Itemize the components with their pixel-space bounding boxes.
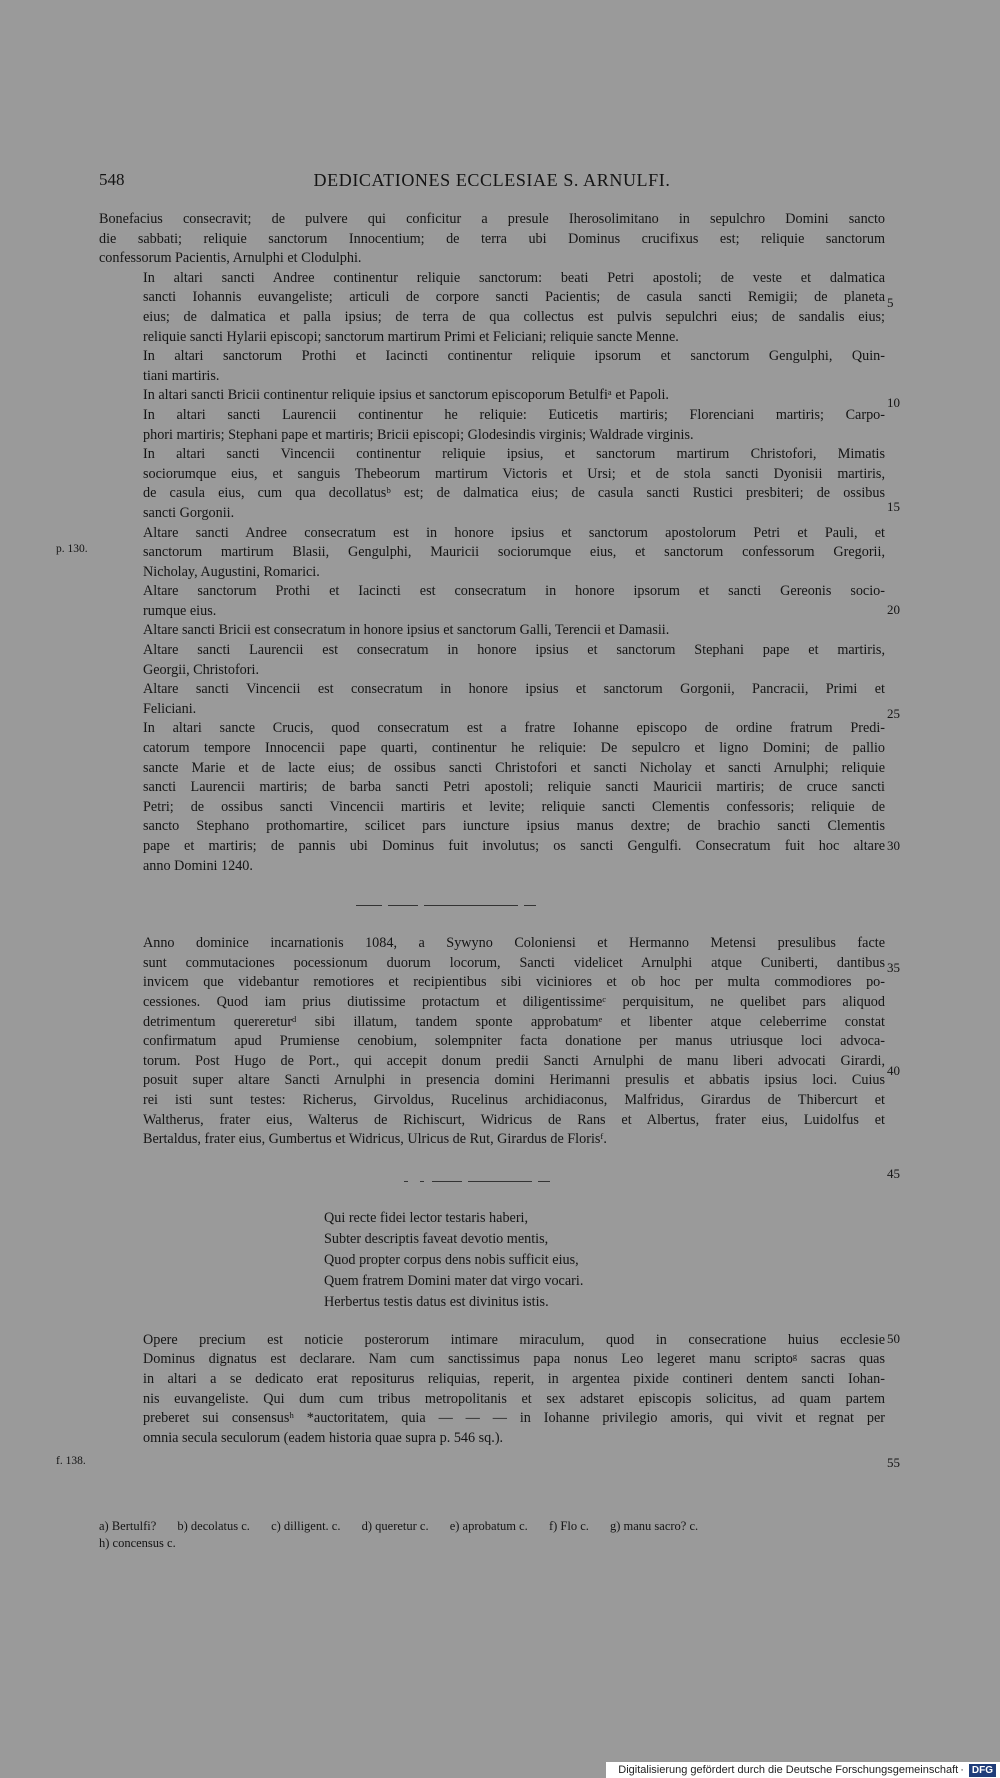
margin-note-folio: f. 138. (56, 1455, 86, 1467)
text-line: In altari sancte Crucis, quod consecratum est a fratre Iohanne episcopo de ordine fratrum Predi- (143, 720, 885, 737)
paragraph (99, 641, 885, 680)
section-dedications (99, 210, 885, 876)
line-number: 35 (887, 960, 900, 975)
text-line: Feliciani. (143, 700, 197, 717)
line-number: 25 (887, 706, 900, 721)
line-number: 10 (887, 395, 900, 410)
text-line: pape et martiris; de pannis ubi Dominus fuit involutus; os sancti Gengulfi. Consecratum fuit hoc altare (143, 838, 885, 854)
text-line: in altari a se dedicato erat repositurus reliquias, reperit, in argentea pixide contineri dentem sancti Iohan- (143, 1370, 885, 1387)
paragraph (99, 621, 885, 641)
dfg-logo: DFG (969, 1764, 996, 1777)
line-number: 15 (887, 499, 900, 514)
text-line: Altare sancti Andree consecratum est in honore ipsius et sanctorum apostolorum Petri et Pauli, et (143, 524, 885, 541)
line-number: 45 (887, 1166, 900, 1181)
footnote: f) Flo c. (548, 1519, 589, 1533)
paragraph (99, 386, 885, 406)
paragraph (99, 680, 885, 719)
text-line: Anno dominice incarnationis 1084, a Sywyno Coloniensi et Hermanno Metensi presulibus facte (143, 935, 885, 952)
footnotes (99, 1518, 885, 1552)
footnote: b) decolatus c. (177, 1519, 250, 1533)
footnote: h) concensus c. (99, 1536, 176, 1550)
line-number: 5 (887, 295, 894, 310)
text-line: de casula eius, cum qua decollatusᵇ est; de dalmatica eius; de casula sancti Rustici presbiteri; de ossibus (143, 485, 885, 502)
text-line: Opere precium est noticie posterorum intimare miraculum, quod in consecratione huius ecclesie (143, 1331, 885, 1348)
paragraph (99, 406, 885, 445)
line-number: 40 (887, 1063, 900, 1078)
text-line: Bertaldus, frater eius, Gumbertus et Widricus, Ulricus de Rut, Girardus de Florisᶠ. (143, 1131, 607, 1148)
footnote: g) manu sacro? c. (610, 1519, 699, 1533)
text-line: rei isti sunt testes: Richerus, Girvoldus, Rucelinus archidiaconus, Malfridus, Girardus de Thibercurt et (143, 1091, 885, 1108)
footer-credit: Digitalisierung gefördert durch die Deutsche Forschungsgemeinschaft (618, 1764, 959, 1776)
poem-verse: Herbertus testis datus est divinitus istis. (324, 1293, 549, 1310)
footnote: e) aprobatum c. (449, 1519, 528, 1533)
page-number: 548 (99, 170, 125, 189)
text-line: preberet sui consensusʰ *auctoritatem, quia — — — in Iohanne privilegio amoris, qui vivit et regnat per (143, 1410, 885, 1427)
text-line: torum. Post Hugo de Port., qui accepit donum predii Sancti Arnulphi de manu liberi advocati Girardi, (143, 1052, 885, 1069)
section-separator (99, 876, 885, 934)
line-number: 50 (887, 1331, 900, 1346)
text-line: Altare sancti Laurencii est consecratum in honore ipsius et sanctorum Stephani pape et martiris, (143, 642, 885, 659)
text-line: invicem que videbantur remotiores et recipientibus sibi viciniores et ob hoc per multa commodiores po- (143, 974, 885, 991)
text-line: anno Domini 1240. (143, 857, 253, 874)
text-line: nis euvangeliste. Qui dum cum tribus metropolitanis et sex adstaret episcopis solicitus, ad quam partem (143, 1390, 885, 1407)
section-charter (99, 934, 885, 1150)
poem (324, 1208, 885, 1313)
text-line: confessorum Pacientis, Arnulphi et Clodulphi. (99, 250, 362, 267)
paragraph (99, 1331, 885, 1449)
paragraph (99, 934, 885, 1150)
paragraph (99, 582, 885, 621)
section-miracle (99, 1331, 885, 1449)
text-line: cessiones. Quod iam prius diutissime protactum et diligentissimeᶜ perquisitum, ne quelibet pars aliquod (143, 993, 885, 1010)
text-line: In altari sancti Laurencii continentur he reliquie: Euticetis martiris; Florenciani martiris; Carpo- (143, 406, 885, 423)
poem-verse: Quem fratrem Domini mater dat virgo vocari. (324, 1272, 584, 1289)
paragraph (99, 719, 885, 876)
text-line: catorum tempore Innocencii pape quarti, continentur he reliquie: De sepulcro et ligno Domini; de pallio (143, 740, 885, 757)
text-line: sancti Iohannis euvangeliste; articuli de corpore sancti Pacientis; de casula sancti Remigii; de planeta (143, 289, 885, 306)
page-header (99, 170, 885, 194)
text-line: eius; de dalmatica et palla ipsius; de terra de qua collectus est pulvis sepulchri eius; de sandalis eius; (143, 308, 885, 325)
line-number: 30 (887, 838, 900, 853)
text-line: confirmatum apud Prumiense cenobium, solempniter facta donatione per manus utriusque loci advoca- (143, 1033, 885, 1050)
text-line: phori martiris; Stephani pape et martiris; Bricii episcopi; Glodesindis virginis; Waldrade virginis. (143, 426, 694, 443)
text-line: sancte Marie et de lacte eius; de ossibus sancti Christofori et sancti Nicholay et sancti Arnulphi; reliquie (143, 759, 885, 776)
poem-verse: Quod propter corpus dens nobis sufficit eius, (324, 1251, 579, 1268)
section-separator (99, 1150, 885, 1208)
footnote: a) Bertulfi? (99, 1519, 157, 1533)
text-line: detrimentum querereturᵈ sibi illatum, tandem sponte approbatumᵉ et libenter atque celeberrime constat (143, 1013, 885, 1030)
text-line: rumque eius. (143, 602, 217, 619)
footnote: d) queretur c. (361, 1519, 429, 1533)
paragraph (99, 524, 885, 583)
text-line: omnia secula seculorum (eadem historia quae supra p. 546 sq.). (143, 1429, 504, 1446)
text-line: die sabbati; reliquie sanctorum Innocentium; de terra ubi Dominus crucifixus est; reliquie sanctorum (99, 230, 885, 247)
margin-note-page: p. 130. (56, 543, 88, 555)
poem-verse: Qui recte fidei lector testaris haberi, (324, 1209, 529, 1226)
digitization-footer: Digitalisierung gefördert durch die Deutsche Forschungsgemeinschaft · DFG (606, 1762, 1000, 1778)
paragraph (99, 210, 885, 269)
text-line: Petri; de ossibus sancti Vincencii martiris et levite; reliquie sancti Clementis confessoris; reliquie de (143, 798, 885, 815)
text-line: sancti Gorgonii. (143, 504, 235, 521)
text-line: Bonefacius consecravit; de pulvere qui conficitur a presule Iherosolimitano in sepulchro Domini sancto (99, 211, 885, 227)
text-line: sunt commutaciones pocessionum duorum locorum, Sancti videlicet Arnulphi atque Cuniberti, dantibus (143, 954, 885, 971)
text-line: In altari sancti Bricii continentur reliquie ipsius et sanctorum episcoporum Betulfiᵃ et Papoli. (143, 387, 669, 404)
text-line: tiani martiris. (143, 367, 220, 384)
text-line: Nicholay, Augustini, Romarici. (143, 563, 320, 580)
text-line: Altare sancti Vincencii est consecratum in honore ipsius et sanctorum Gorgonii, Pancracii, Primi et (143, 681, 885, 698)
text-line: Waltherus, frater eius, Walterus de Richiscurt, Widricus de Rans et Albertus, frater eius, Luidolfus et (143, 1111, 885, 1128)
text-line: posuit super altare Sancti Arnulphi in presencia domini Herimanni presulis et abbatis ipsius loci. Cuius (143, 1072, 885, 1089)
poem-verse: Subter descriptis faveat devotio mentis, (324, 1230, 549, 1247)
text-line: In altari sancti Andree continentur reliquie sanctorum: beati Petri apostoli; de veste et dalmatica (143, 269, 885, 286)
text-line: In altari sanctorum Prothi et Iacincti continentur reliquie ipsorum et sanctorum Gengulphi, Quin- (143, 348, 885, 365)
text-line: Georgii, Christofori. (143, 661, 259, 678)
paragraph (99, 269, 885, 347)
text-line: In altari sancti Vincencii continentur reliquie ipsius, et sanctorum martirum Christofori, Mimatis (143, 446, 885, 463)
text-line: sancti Laurencii martiris; de barba sancti Petri apostoli; reliquie sancti Mauricii martiris; de cruce sancti (143, 779, 885, 796)
text-line: Altare sanctorum Prothi et Iacincti est consecratum in honore ipsorum et sancti Gereonis socio- (143, 583, 885, 600)
main-text (99, 210, 885, 1448)
text-line: Dominus dignatus est declarare. Nam cum sanctissimus papa nonus Leo legeret manu scriptoᵍ sacras quas (143, 1351, 885, 1368)
line-number: 55 (887, 1455, 900, 1470)
text-line: sociorumque eius, et sanguis Thebeorum martirum Victoris et Ursi; et de stola sancti Dyonisii martiris, (143, 465, 885, 482)
paragraph (99, 445, 885, 523)
running-title: DEDICATIONES ECCLESIAE S. ARNULFI. (313, 170, 671, 190)
text-line: sancto Stephano prothomartire, scilicet pars iuncture ipsius manus dextre; de brachio sancti Clementis (143, 818, 885, 835)
line-number: 20 (887, 602, 900, 617)
footnote: c) dilligent. c. (271, 1519, 341, 1533)
text-line: sanctorum martirum Blasii, Gengulphi, Mauricii sociorumque eius, et sanctorum confessorum Gregorii, (143, 544, 885, 561)
text-line: Altare sancti Bricii est consecratum in honore ipsius et sanctorum Galli, Terencii et Damasii. (143, 622, 670, 639)
paragraph (99, 347, 885, 386)
text-line: reliquie sancti Hylarii episcopi; sanctorum martirum Primi et Feliciani; reliquie sancte Menne. (143, 328, 679, 345)
